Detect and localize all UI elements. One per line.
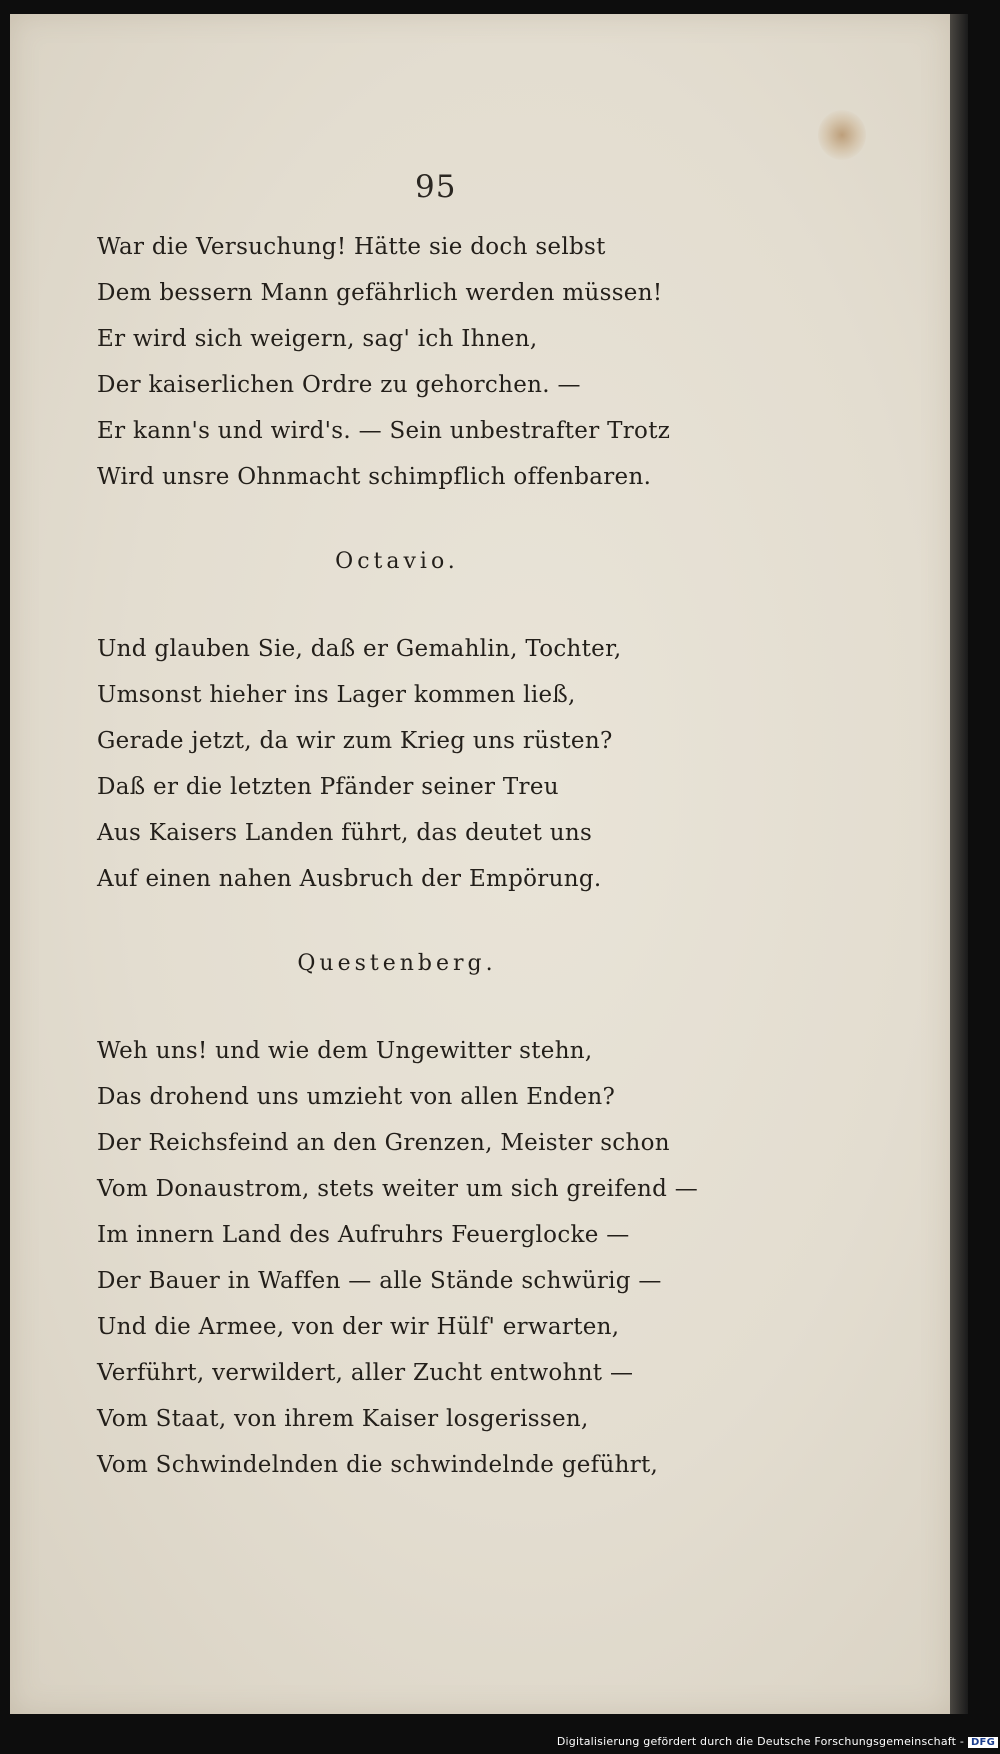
verse-line: Weh uns! und wie dem Ungewitter stehn, xyxy=(97,1038,593,1064)
verse-line: Aus Kaisers Landen führt, das deutet uns xyxy=(97,820,593,846)
page-edge xyxy=(950,14,968,1714)
credit-text: Digitalisierung gefördert durch die Deutsche Forschungsgemeinschaft - xyxy=(556,1735,965,1748)
verse-line: Er wird sich weigern, sag' ich Ihnen, xyxy=(97,326,538,352)
verse-line: War die Versuchung! Hätte sie doch selbst xyxy=(97,234,606,260)
book-page xyxy=(10,14,950,1714)
verse-line: Der Bauer in Waffen — alle Stände schwürig — xyxy=(97,1268,662,1294)
verse-line: Umsonst hieher ins Lager kommen ließ, xyxy=(97,682,576,708)
verse-line: Im innern Land des Aufruhrs Feuerglocke — xyxy=(97,1222,630,1248)
verse-line: Vom Schwindelnden die schwindelnde geführt, xyxy=(97,1452,659,1478)
verse-line: Und die Armee, von der wir Hülf' erwarten, xyxy=(97,1314,620,1340)
verse-block-2 xyxy=(97,626,797,902)
speaker-questenberg: Questenberg. xyxy=(297,951,497,976)
verse-line: Und glauben Sie, daß er Gemahlin, Tochter, xyxy=(97,636,622,662)
verse-line: Dem bessern Mann gefährlich werden müssen! xyxy=(97,280,663,306)
verse-line: Auf einen nahen Ausbruch der Empörung. xyxy=(97,866,602,892)
verse-line: Der kaiserlichen Ordre zu gehorchen. — xyxy=(97,372,581,398)
verse-block-3 xyxy=(97,1028,797,1488)
verse-line: Der Reichsfeind an den Grenzen, Meister schon xyxy=(97,1130,670,1156)
page-number: 95 xyxy=(415,169,457,205)
verse-block-1 xyxy=(97,224,797,500)
paper-stain xyxy=(818,110,866,160)
verse-line: Gerade jetzt, da wir zum Krieg uns rüsten? xyxy=(97,728,613,754)
verse-line: Er kann's und wird's. — Sein unbestrafter Trotz xyxy=(97,418,671,444)
speaker-octavio: Octavio. xyxy=(335,549,459,574)
verse-line: Vom Donaustrom, stets weiter um sich greifend — xyxy=(97,1176,699,1202)
verse-line: Daß er die letzten Pfänder seiner Treu xyxy=(97,774,559,800)
digitization-credit xyxy=(557,1735,1000,1748)
dfg-logo: DFG xyxy=(968,1737,998,1748)
verse-line: Verführt, verwildert, aller Zucht entwohnt — xyxy=(97,1360,634,1386)
verse-line: Vom Staat, von ihrem Kaiser losgerissen, xyxy=(97,1406,589,1432)
verse-line: Wird unsre Ohnmacht schimpflich offenbaren. xyxy=(97,464,652,490)
verse-line: Das drohend uns umzieht von allen Enden? xyxy=(97,1084,616,1110)
verse-text xyxy=(97,224,797,1488)
